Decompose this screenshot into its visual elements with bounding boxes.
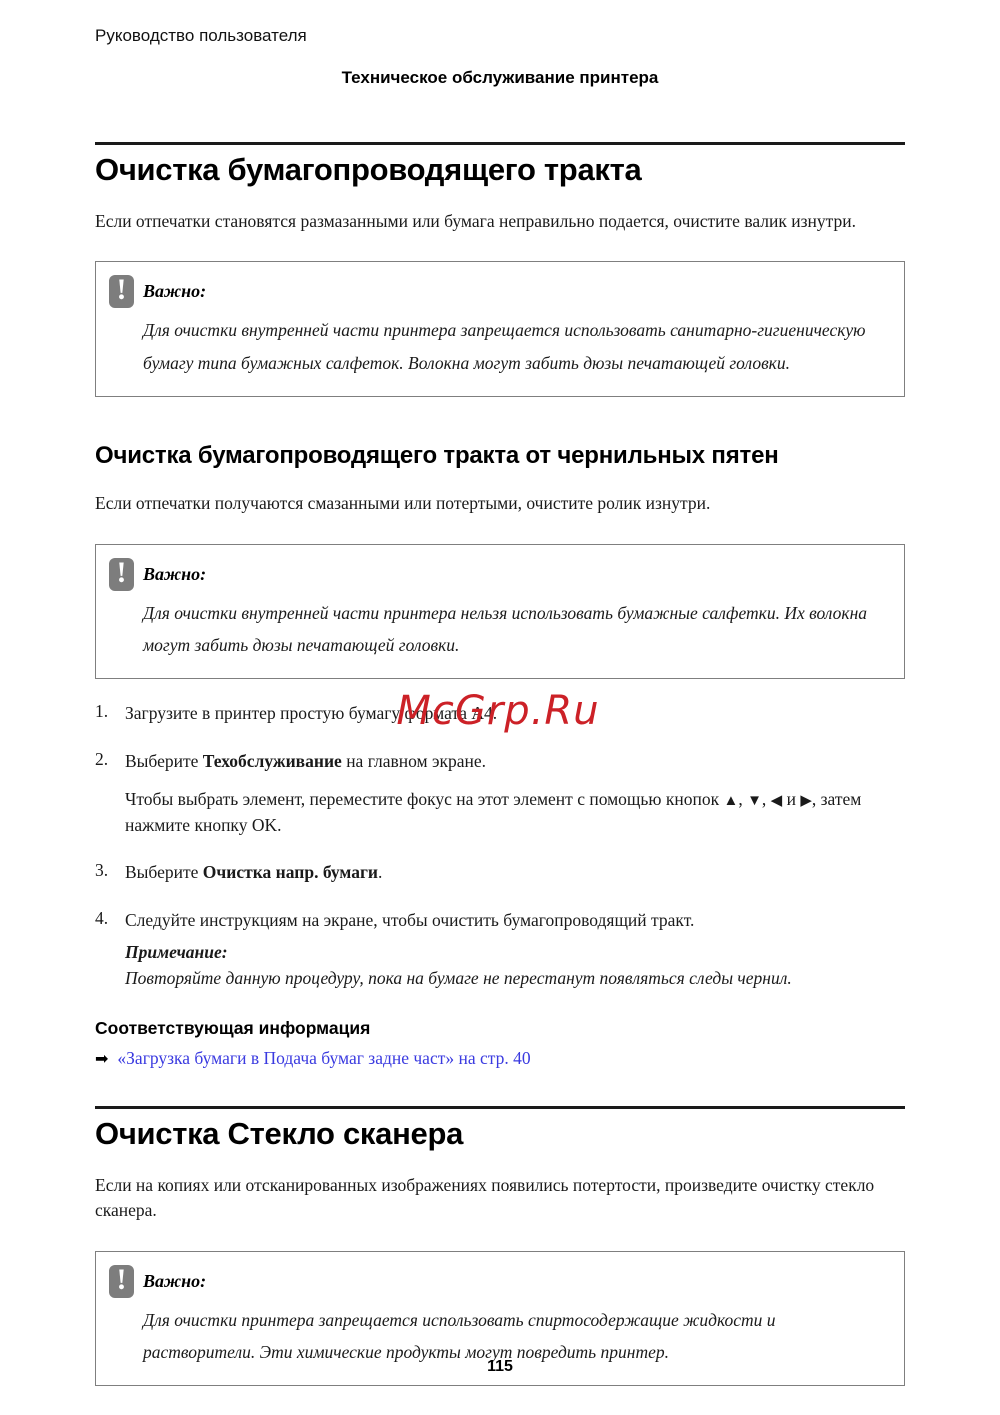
section-intro: Если отпечатки становятся размазанными или бумага неправильно подается, очистите валик изнутри. <box>95 211 857 231</box>
step-text: Загрузите в принтер простую бумагу формата A4. <box>125 703 498 724</box>
section-intro: Если на копиях или отсканированных изображениях появились потертости, произведите очистку стекло сканера. <box>95 1174 875 1221</box>
step-hint: Чтобы выбрать элемент, переместите фокус на этот элемент с помощью кнопок ▲, ▼, ◀ и ▶, затем нажмите кнопку OK. <box>125 789 862 835</box>
step-text: Выберите Техобслуживание на главном экране. <box>125 750 487 771</box>
important-icon: ! <box>109 1265 134 1298</box>
subsection-intro: Если отпечатки получаются смазанными или потертыми, очистите ролик изнутри. <box>95 493 711 514</box>
list-item <box>95 860 905 885</box>
chapter-header: Техническое обслуживание принтера <box>341 68 659 87</box>
related-info-heading: Соответствующая информация <box>95 1017 371 1038</box>
step-number: 3. <box>95 860 109 881</box>
important-icon: ! <box>109 558 134 591</box>
watermark: McGrp.Ru <box>396 688 600 734</box>
step-note <box>125 940 905 991</box>
document-title-header: Руководство пользователя <box>95 26 307 45</box>
note-text: Повторяйте данную процедуру, пока на бумаге не перестанут появляться следы чернил. <box>125 968 792 989</box>
section-divider <box>95 1106 905 1109</box>
page-number: 115 <box>487 1358 513 1375</box>
important-text: Для очистки внутренней части принтера запрещается использовать санитарно-гигиеническую бумагу типа бумажных салфеток. Волокна могут забить дюзы печатающей головки. <box>143 320 866 373</box>
important-text: Для очистки принтера запрещается использовать спиртосодержащие жидкости и растворители. Эти химические продукты могут повредить принтер. <box>143 1309 776 1362</box>
section-title: Очистка бумагопроводящего тракта <box>95 152 642 187</box>
step-text: Следуйте инструкциям на экране, чтобы очистить бумагопроводящий тракт. <box>125 909 695 930</box>
related-link-row <box>95 1048 905 1069</box>
important-note-box <box>95 261 905 397</box>
section-divider <box>95 142 905 145</box>
right-triangle-icon: ▶ <box>800 793 812 809</box>
important-icon: ! <box>109 275 134 308</box>
step-number: 4. <box>95 907 109 928</box>
up-triangle-icon: ▲ <box>723 793 739 809</box>
link-arrow-icon: ➡ <box>95 1048 109 1068</box>
related-page-link[interactable]: «Загрузка бумаги в Подача бумаг задне част» на стр. 40 <box>117 1047 531 1068</box>
list-item <box>95 908 905 991</box>
note-label: Примечание: <box>125 941 228 962</box>
section-title: Очистка Стекло сканера <box>95 1115 464 1151</box>
step-number: 1. <box>95 701 109 722</box>
numbered-steps <box>95 701 905 991</box>
important-label: Важно: <box>143 1270 207 1291</box>
step-number: 2. <box>95 748 109 769</box>
important-label: Важно: <box>143 563 207 584</box>
important-label: Важно: <box>143 281 207 302</box>
important-text: Для очистки внутренней части принтера нельзя использовать бумажные салфетки. Их волокна могут забить дюзы печатающей головки. <box>143 602 867 655</box>
left-triangle-icon: ◀ <box>770 793 783 809</box>
step-text: Выберите Очистка напр. бумаги. <box>125 862 383 883</box>
important-note-box <box>95 544 905 680</box>
subsection-title: Очистка бумагопроводящего тракта от чернильных пятен <box>95 442 779 470</box>
down-triangle-icon: ▼ <box>747 793 762 809</box>
list-item <box>95 749 905 839</box>
